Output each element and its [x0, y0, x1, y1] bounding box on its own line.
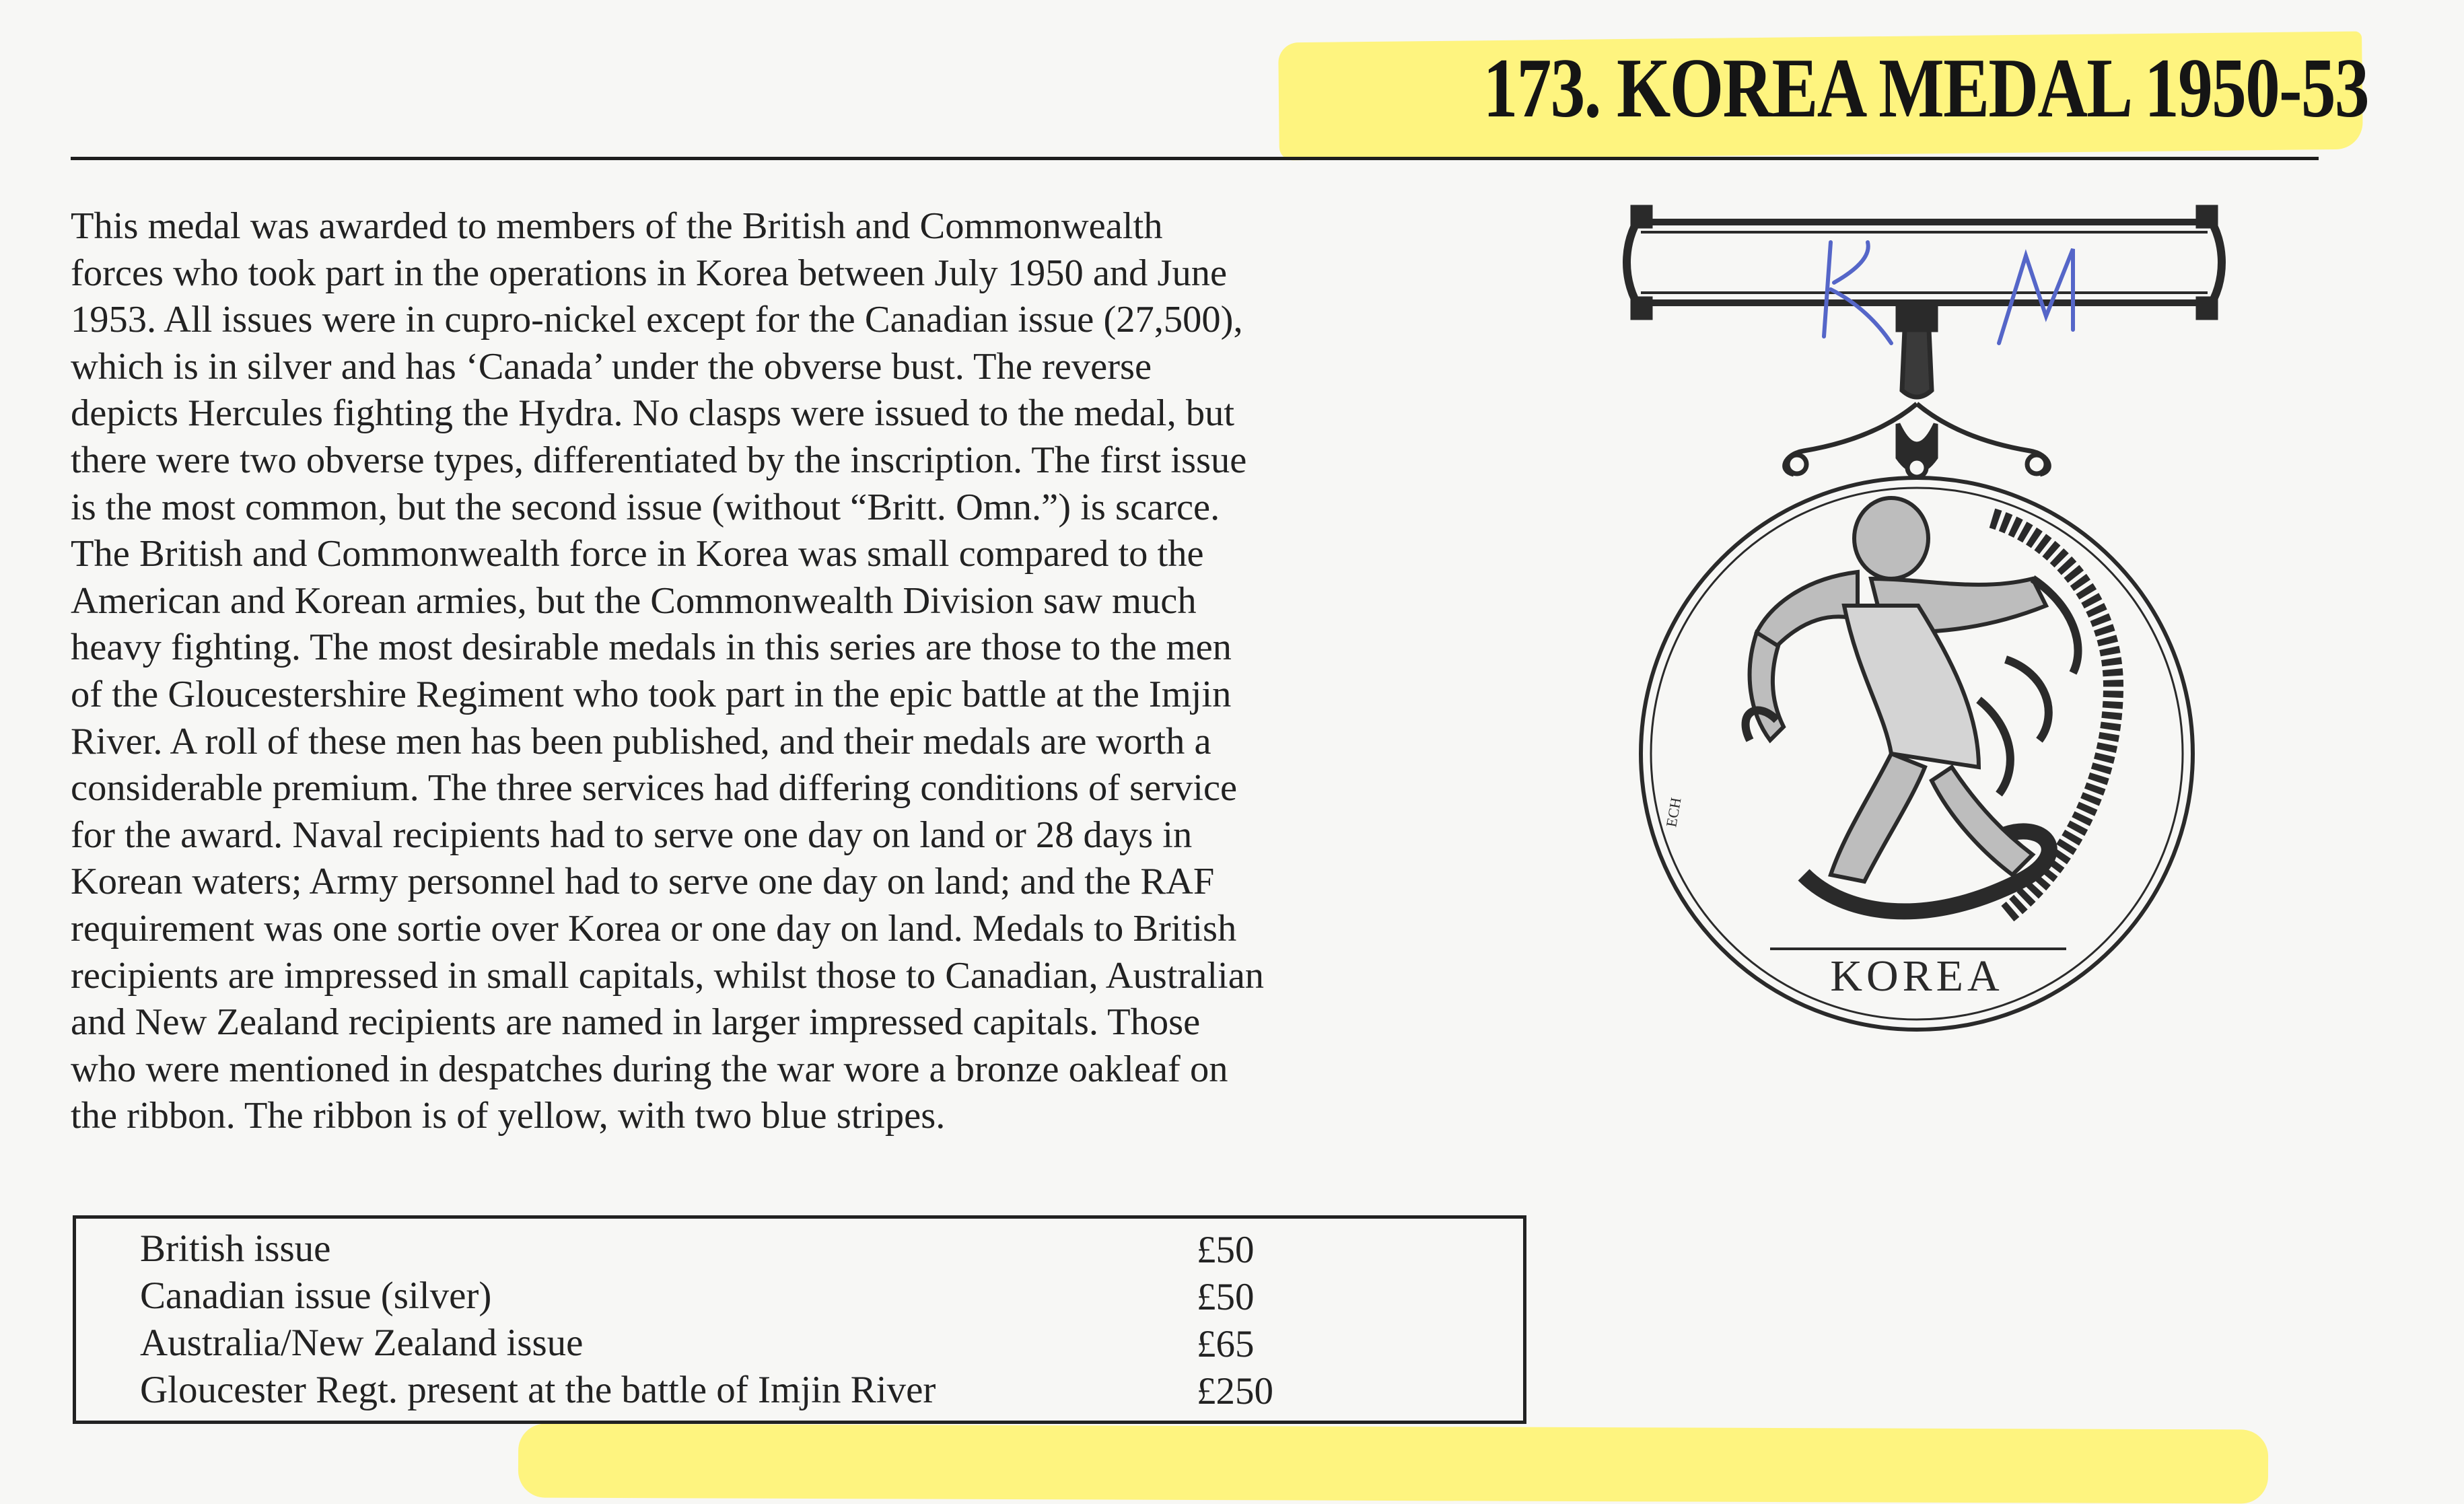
body-line: heavy fighting. The most desirable medals in this series are those to the men — [71, 626, 1232, 669]
price-row — [140, 1320, 583, 1367]
medal-suspension-bar-icon — [1627, 207, 2222, 477]
body-line: American and Korean armies, but the Commonwealth Division saw much — [71, 579, 1197, 622]
bottom-highlighter-mark — [518, 1423, 2268, 1503]
price-label: Australia/New Zealand issue — [140, 1322, 584, 1364]
korea-medal-illustration — [1602, 202, 2241, 1050]
body-line: the ribbon. The ribbon is of yellow, with two blue stripes. — [71, 1095, 946, 1137]
body-line: considerable premium. The three services had differing conditions of service — [71, 767, 1238, 810]
body-line: depicts Hercules fighting the Hydra. No clasps were issued to the medal, but — [71, 392, 1235, 435]
price-value: £50 — [1197, 1229, 1255, 1271]
title-rule-divider — [71, 157, 2319, 160]
price-table — [73, 1215, 1526, 1424]
price-label: Canadian issue (silver) — [140, 1275, 492, 1317]
body-line: Korean waters; Army personnel had to serve one day on land; and the RAF — [71, 861, 1215, 903]
body-line: and New Zealand recipients are named in larger impressed capitals. Those — [71, 1001, 1201, 1044]
body-line: This medal was awarded to members of the British and Commonwealth — [71, 205, 1163, 247]
body-line: The British and Commonwealth force in Korea was small compared to the — [71, 533, 1204, 575]
price-label: British issue — [140, 1227, 331, 1270]
price-row — [140, 1367, 936, 1414]
body-line: forces who took part in the operations in Korea between July 1950 and June — [71, 252, 1228, 294]
body-line: is the most common, but the second issue (without “Britt. Omn.”) is scarce. — [71, 486, 1220, 528]
body-line: for the award. Naval recipients had to serve one day on land or 28 days in — [71, 814, 1193, 856]
price-label: Gloucester Regt. present at the battle of Imjin River — [140, 1369, 936, 1411]
body-line: which is in silver and has ‘Canada’ under the obverse bust. The reverse — [71, 345, 1152, 388]
price-row — [140, 1273, 491, 1320]
body-line: recipients are impressed in small capitals, whilst those to Canadian, Australian — [71, 954, 1265, 997]
price-value: £65 — [1197, 1323, 1255, 1365]
body-line: who were mentioned in despatches during the war wore a bronze oakleaf on — [71, 1048, 1228, 1090]
medal-disc — [1641, 478, 2193, 1030]
body-line: River. A roll of these men has been published, and their medals are worth a — [71, 720, 1211, 762]
price-value: £50 — [1197, 1276, 1255, 1318]
body-line: 1953. All issues were in cupro-nickel except for the Canadian issue (27,500), — [71, 299, 1243, 341]
medal-inscription: KOREA — [1830, 952, 2004, 1001]
description-paragraph — [71, 203, 1531, 1140]
page-title: 173. KOREA MEDAL 1950-53 — [1483, 42, 2368, 135]
artist-initials: ECH — [1662, 796, 1685, 828]
price-row — [140, 1225, 330, 1273]
body-line: requirement was one sortie over Korea or one day on land. Medals to British — [71, 907, 1237, 950]
body-line: there were two obverse types, differentiated by the inscription. The first issue — [71, 439, 1247, 481]
body-line: of the Gloucestershire Regiment who took part in the epic battle at the Imjin — [71, 673, 1232, 715]
price-value: £250 — [1197, 1370, 1273, 1412]
